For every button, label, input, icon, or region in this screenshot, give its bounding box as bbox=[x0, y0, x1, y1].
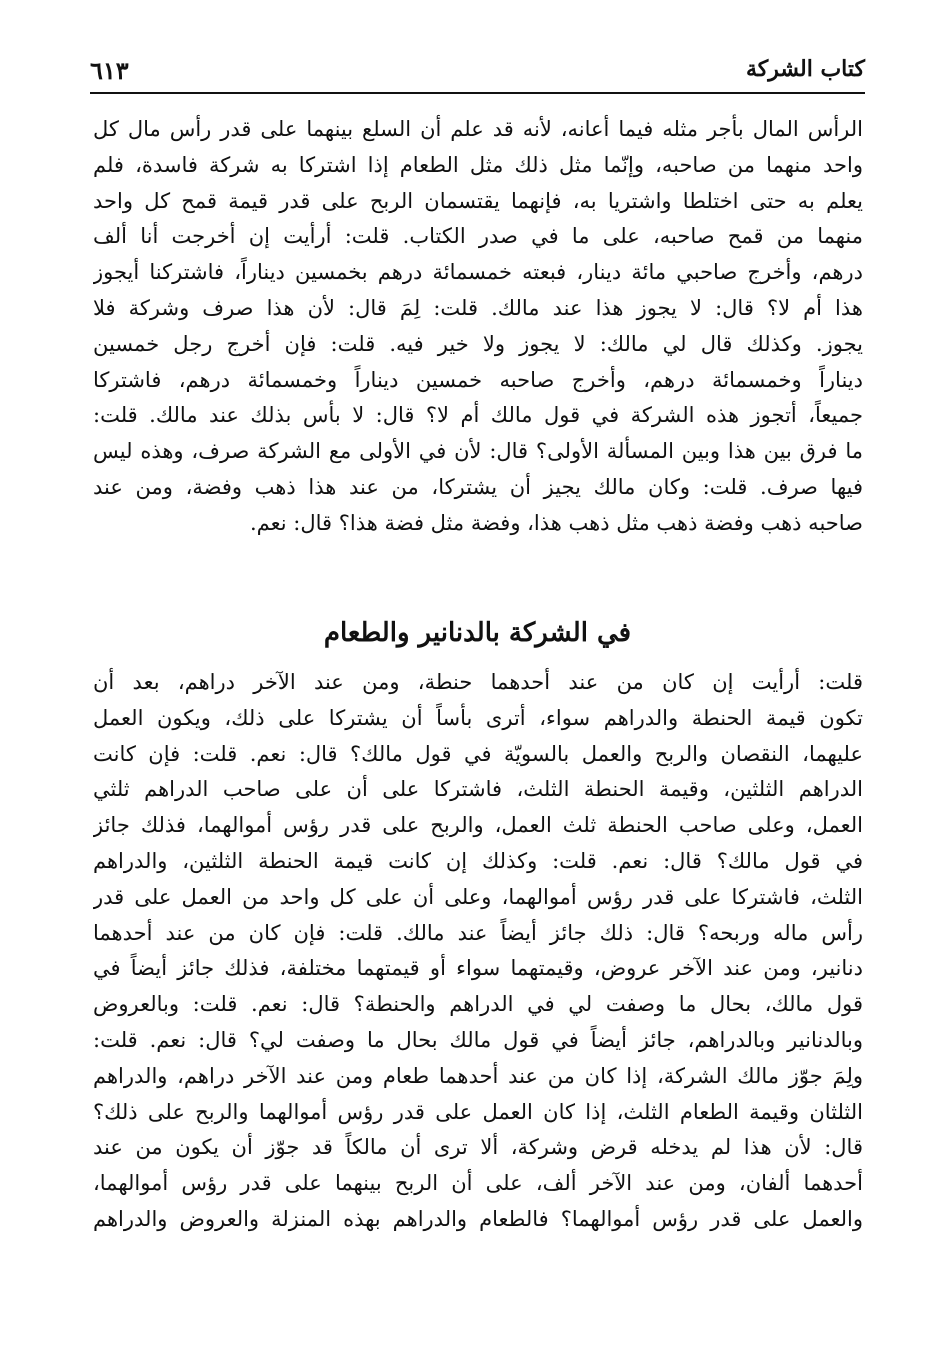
paragraph-2 bbox=[93, 665, 863, 1238]
text-line: وبالدنانير وبالدراهم، جائز أيضاً في قول مالك بحال ما وصفت لي؟ قال: نعم. قلت: bbox=[93, 1027, 863, 1052]
text-line: صاحبه ذهب وفضة ذهب مثل ذهب هذا، وفضة مثل فضة هذا؟ قال: نعم. bbox=[249, 510, 863, 535]
text-line: في قول مالك؟ قال: نعم. قلت: وكذلك إن كانت قيمة الحنطة الثلثين، والدراهم bbox=[93, 848, 863, 873]
text-line: منهما من قمح صاحبه، على ما في صدر الكتاب. قلت: أرأيت إن أخرجت أنا ألف bbox=[93, 224, 863, 249]
text-line: الدراهم الثلثين، وقيمة الحنطة الثلث، فاشتركا على أن على صاحب الدراهم ثلثي bbox=[93, 777, 863, 802]
text-line: العمل، وعلى صاحب الحنطة ثلث العمل، والربح على قدر رؤس أموالهما، فذلك جائز bbox=[93, 813, 863, 838]
text-line: قال: لأن هذا لم يدخله قرض وشركة، ألا ترى أن مالكاً قد جوّز أن يكون من عند bbox=[93, 1135, 863, 1160]
text-line: جميعاً، أتجوز هذه الشركة في قول مالك أم لا؟ قال: لا بأس بذلك عند مالك. قلت: bbox=[93, 403, 863, 428]
text-line: أحدهما ألفان، ومن عند الآخر ألف، على أن الربح بينهما على قدر رؤس أموالهما، bbox=[93, 1171, 863, 1196]
paragraph-1 bbox=[93, 112, 863, 542]
text-line: دنانير، ومن عند الآخر عروض، وقيمتهما سواء أو قيمتهما مختلفة، فذلك جائز أيضاً في bbox=[93, 956, 863, 981]
text-line: ديناراً وخمسمائة درهم، وأخرج صاحبه خمسين ديناراً وخمسمائة درهم، فاشتركا bbox=[93, 367, 863, 392]
text-line: الثلثان وقيمة الطعام الثلث، إذا كان العمل على قدر رؤس أموالهما والربح على ذلك؟ bbox=[93, 1099, 863, 1124]
text-line: يجوز. وكذلك قال لي مالك: لا يجوز ولا خير فيه. قلت: فإن أخرج رجل خمسين bbox=[93, 331, 863, 356]
text-line: والعمل على قدر رؤس أموالهما؟ فالطعام والدراهم بهذه المنزلة والعروض والدراهم bbox=[93, 1206, 863, 1231]
text-line: فيها صرف. قلت: وكان مالك يجيز أن يشتركا، من عند هذا ذهب وفضة، ومن عند bbox=[93, 474, 863, 499]
text-line: واحد منهما من صاحبه، وإنّما مثل ذلك مثل الطعام إذا اشتركا به شركة فاسدة، فلم bbox=[93, 152, 863, 177]
text-line: قول مالك، بحال ما وصفت لي في الدراهم والحنطة؟ قال: نعم. قلت: وبالعروض bbox=[93, 992, 863, 1017]
text-line: عليهما، النقصان والربح والعمل بالسويّة في قول مالك؟ قال: نعم. قلت: فإن كانت bbox=[93, 741, 863, 766]
section-heading: في الشركة بالدنانير والطعام bbox=[323, 618, 632, 648]
text-line: رأس ماله وربحه؟ قال: ذلك جائز أيضاً عند مالك. قلت: فإن كان من عند أحدهما bbox=[93, 920, 863, 945]
page-number: ٦١٣ bbox=[90, 56, 129, 85]
header-title: كتاب الشركة bbox=[745, 56, 865, 82]
text-line: قلت: أرأيت إن كان من عند أحدهما حنطة، ومن عند الآخر دراهم، بعد أن bbox=[93, 670, 863, 694]
running-header bbox=[90, 52, 865, 94]
text-line: ولِمَ جوّز مالك الشركة، إذا كان من عند أحدهما طعام ومن عند الآخر دراهم، والدراهم bbox=[93, 1063, 863, 1088]
text-line: يعلم به حتى اختلطا واشتريا به، فإنهما يقتسمان الربح على قدر قيمة قمح كل واحد bbox=[93, 188, 863, 213]
text-line: ما فرق بين هذا وبين المسألة الأولى؟ قال: لأن في الأولى مع الشركة صرف، وهذه ليس bbox=[93, 439, 863, 464]
text-line: هذا أم لا؟ قال: لا يجوز هذا عند مالك. قلت: لِمَ قال: لأن هذا صرف وشركة فلا bbox=[93, 295, 863, 320]
text-line: الرأس المال بأجر مثله فيما أعانه، لأنه قد علم أن السلع بينهما على قدر رأس مال كل bbox=[93, 117, 863, 141]
text-line: تكون قيمة الحنطة والدراهم سواء، أترى بأساً أن يشتركا على ذلك، ويكون العمل bbox=[93, 705, 863, 730]
text-line: درهم، وأخرج صاحبي مائة دينار، فبعته خمسمائة درهم بخمسين ديناراً، فاشتركنا أيجوز bbox=[93, 260, 863, 285]
text-line: الثلث، فاشتركا على قدر رؤس أموالهما، وعلى أن على كل واحد من العمل على قدر bbox=[93, 884, 863, 909]
